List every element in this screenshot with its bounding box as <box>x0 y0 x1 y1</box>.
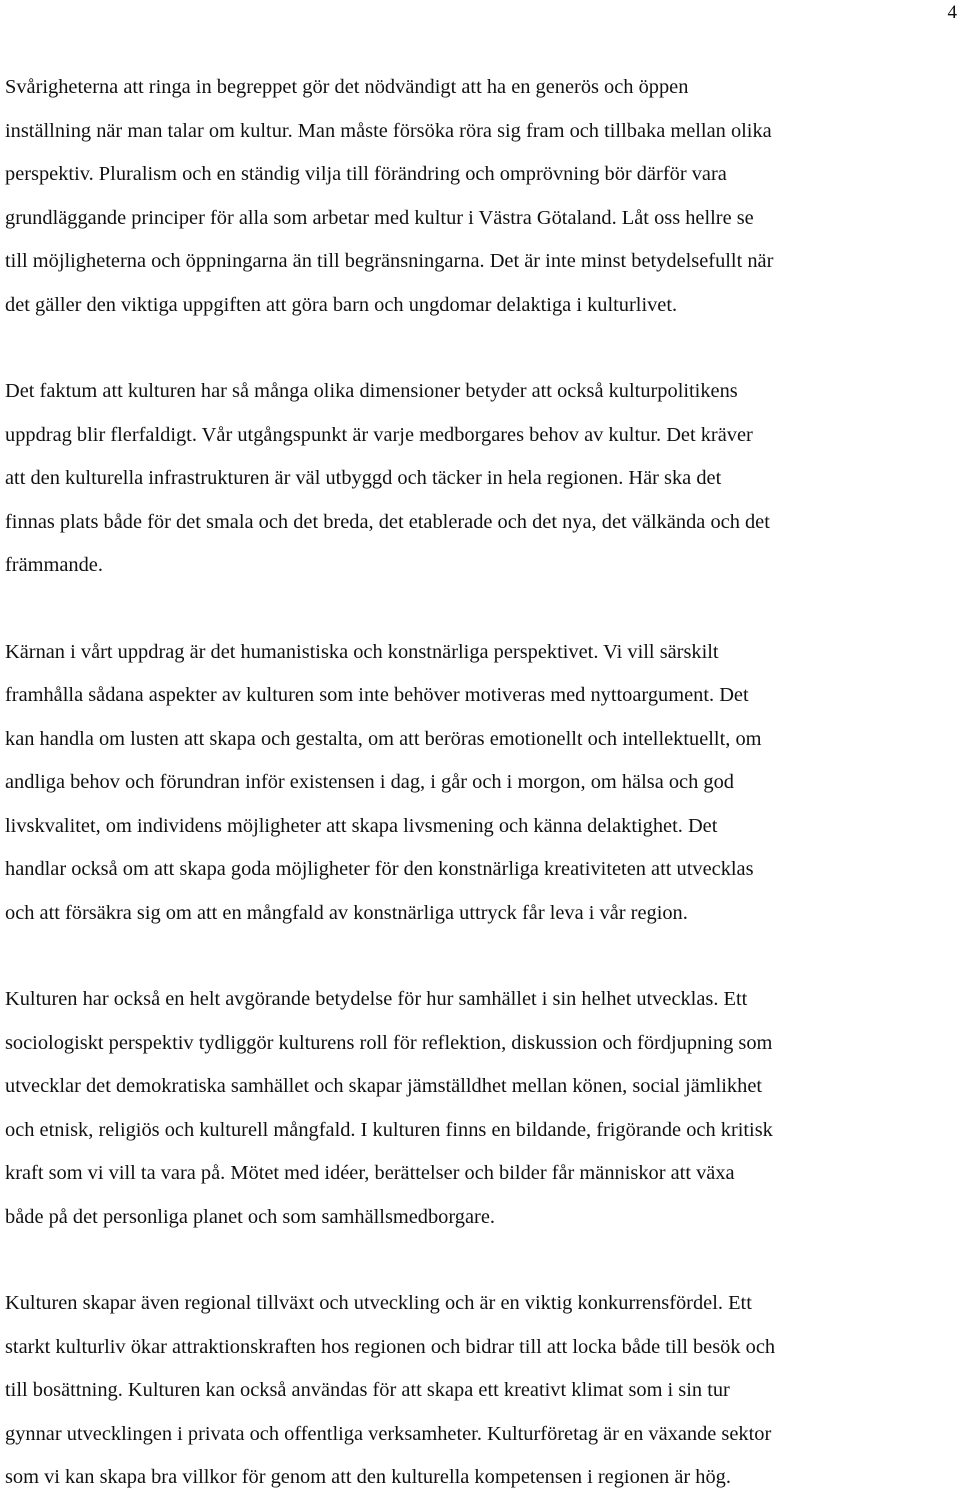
text-line: andliga behov och förundran inför existensen i dag, i går och i morgon, om hälsa och god <box>5 771 734 793</box>
text-line: finnas plats både för det smala och det breda, det etablerade och det nya, det välkända och det <box>5 510 770 533</box>
text-line: sociologiskt perspektiv tydliggör kulturens roll för reflektion, diskussion och fördjupning som <box>5 1031 773 1054</box>
text-line: gynnar utvecklingen i privata och offentliga verksamheter. Kulturföretag är en växande sektor <box>5 1422 772 1445</box>
text-line: till bosättning. Kulturen kan också användas för att skapa ett kreativt klimat som i sin tur <box>5 1379 730 1401</box>
text-line: inställning när man talar om kultur. Man måste försöka röra sig fram och tillbaka mellan olika <box>5 119 772 142</box>
text-line: Svårigheterna att ringa in begreppet gör det nödvändigt att ha en generös och öppen <box>5 76 689 98</box>
text-line: kraft som vi vill ta vara på. Mötet med idéer, berättelser och bilder får människor att växa <box>5 1162 735 1184</box>
paragraph-regional-growth <box>5 1282 960 1500</box>
text-line: och etnisk, religiös och kulturell mångfald. I kulturen finns en bildande, frigörande och kritisk <box>5 1118 773 1141</box>
text-line: uppdrag blir flerfaldigt. Vår utgångspunkt är varje medborgares behov av kultur. Det kräver <box>5 423 753 446</box>
paragraph-cultural-policy-mission <box>5 370 960 588</box>
text-line: både på det personliga planet och som samhällsmedborgare. <box>5 1205 495 1228</box>
text-line: till möjligheterna och öppningarna än till begränsningarna. Det är inte minst betydelsefullt när <box>5 250 774 272</box>
text-line: att den kulturella infrastrukturen är väl utbyggd och täcker in hela regionen. Här ska det <box>5 467 722 489</box>
text-line: det gäller den viktiga uppgiften att göra barn och ungdomar delaktiga i kulturlivet. <box>5 293 678 316</box>
document-body <box>5 66 960 1500</box>
text-line: och att försäkra sig om att en mångfald av konstnärliga uttryck får leva i vår region. <box>5 901 688 924</box>
text-line: Kulturen har också en helt avgörande betydelse för hur samhället i sin helhet utvecklas. Ett <box>5 988 748 1010</box>
text-line: perspektiv. Pluralism och en ständig vilja till förändring och omprövning bör därför vara <box>5 163 727 185</box>
text-line: Kulturen skapar även regional tillväxt och utveckling och är en viktig konkurrensfördel. Ett <box>5 1292 752 1314</box>
paragraph-culture-openness <box>5 66 960 327</box>
text-line: Kärnan i vårt uppdrag är det humanistiska och konstnärliga perspektivet. Vi vill särskilt <box>5 640 719 663</box>
paragraph-humanistic-perspective <box>5 631 960 936</box>
text-line: starkt kulturliv ökar attraktionskraften hos regionen och bidrar till att locka både till besök och <box>5 1335 776 1358</box>
text-line: som vi kan skapa bra villkor för genom att den kulturella kompetensen i regionen är hög. <box>5 1466 731 1488</box>
text-line: Det faktum att kulturen har så många olika dimensioner betyder att också kulturpolitikens <box>5 380 738 402</box>
text-line: framhålla sådana aspekter av kulturen som inte behöver motiveras med nyttoargument. Det <box>5 684 749 706</box>
text-line: grundläggande principer för alla som arbetar med kultur i Västra Götaland. Låt oss hellre se <box>5 206 754 229</box>
text-line: främmande. <box>5 554 103 576</box>
text-line: kan handla om lusten att skapa och gestalta, om att beröras emotionellt och intellektuellt, om <box>5 727 762 750</box>
paragraph-societal-development <box>5 978 960 1239</box>
text-line: handlar också om att skapa goda möjligheter för den konstnärliga kreativiteten att utvecklas <box>5 858 754 880</box>
text-line: livskvalitet, om individens möjligheter att skapa livsmening och känna delaktighet. Det <box>5 814 718 837</box>
text-line: utvecklar det demokratiska samhället och skapar jämställdhet mellan könen, social jämlikhet <box>5 1075 763 1097</box>
page-number: 4 <box>947 2 957 23</box>
